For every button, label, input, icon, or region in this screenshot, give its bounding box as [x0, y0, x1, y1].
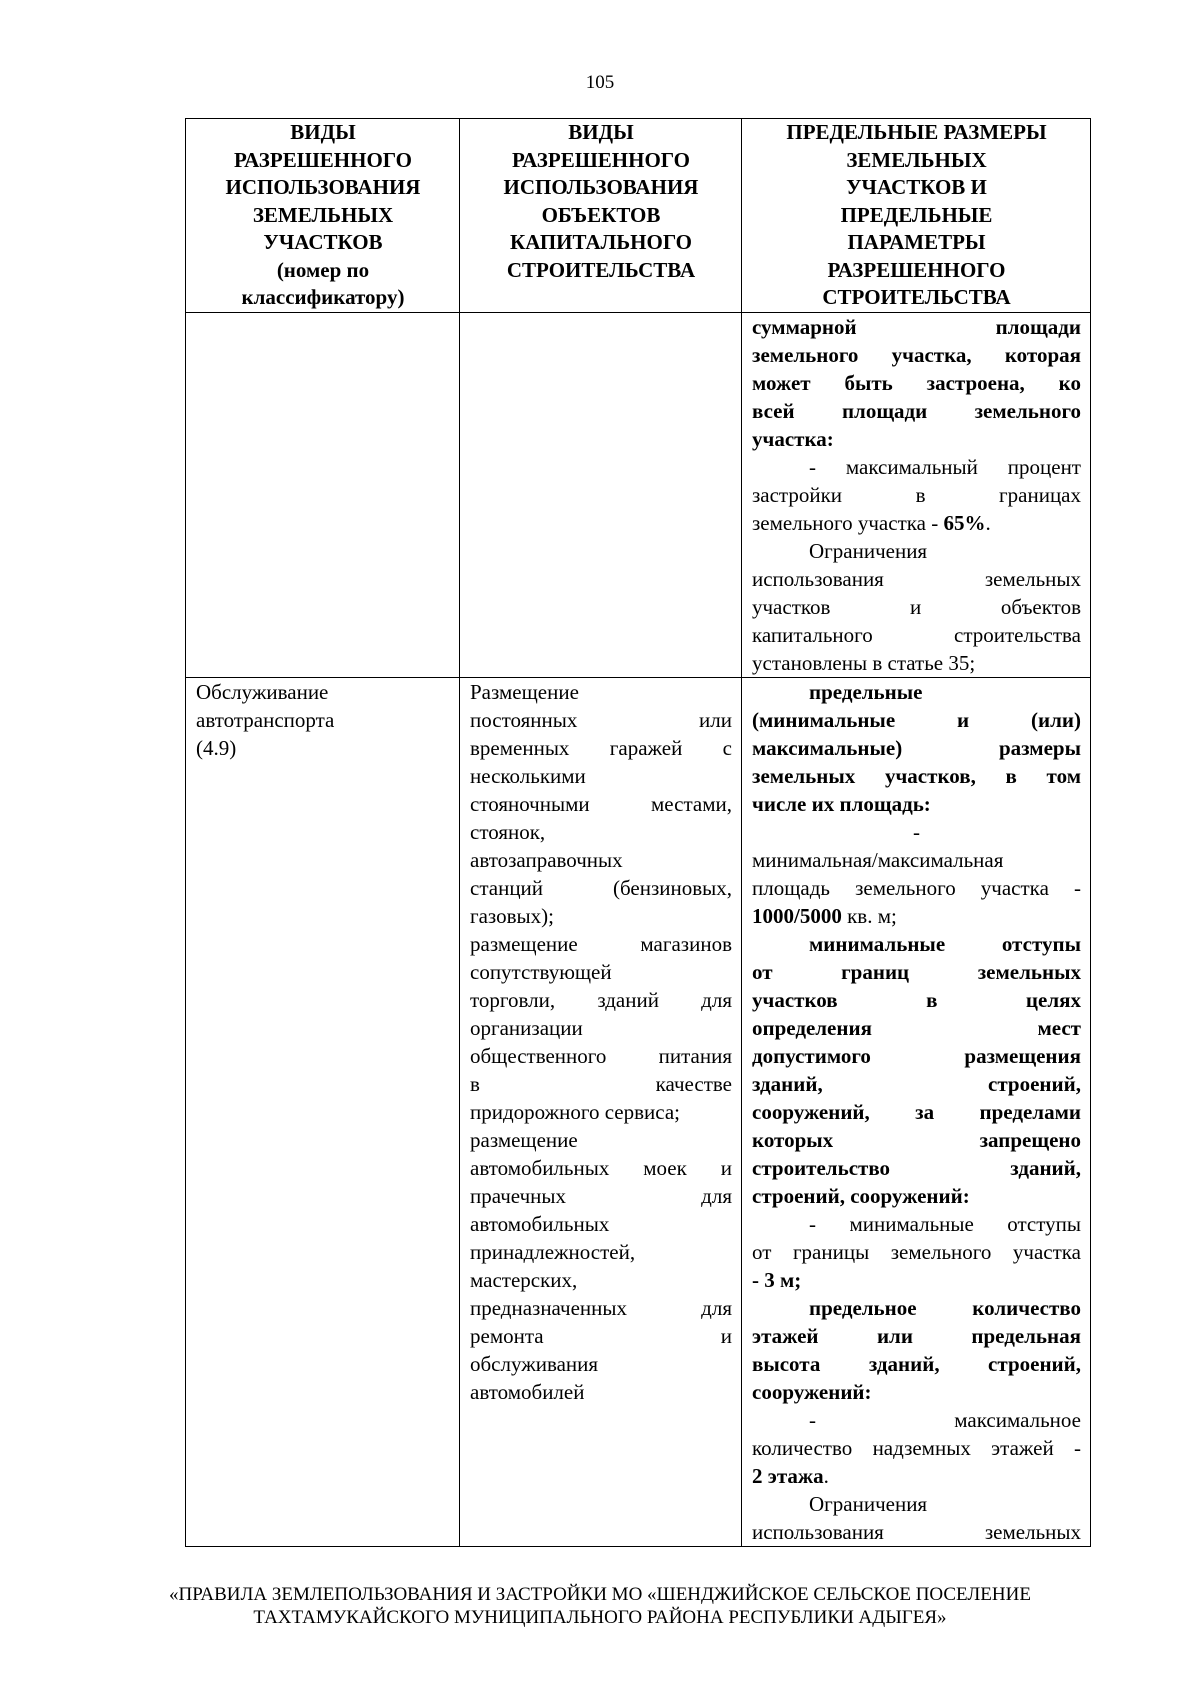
document-footer — [0, 1583, 1200, 1629]
max-coverage-text: - максимальный процент застройки в границах земельного участка - 65%. — [752, 454, 1081, 535]
header-line: РАЗРЕШЕННОГО — [512, 147, 690, 172]
text-line: числе их площадь: — [752, 791, 931, 816]
text-line: станций (бензиновых, — [470, 875, 732, 900]
header-line: СТРОИТЕЛЬСТВА — [822, 285, 1011, 309]
header-line: ПАРАМЕТРЫ — [847, 230, 986, 254]
header-line: ИСПОЛЬЗОВАНИЯ — [503, 175, 699, 199]
header-limit-parameters — [742, 119, 1091, 313]
text-line: минимальные отступы — [809, 931, 1081, 956]
floors-value: 2 этажа — [752, 1463, 824, 1488]
text-line: размещение — [470, 1127, 578, 1152]
text-line: сооружений: — [752, 1379, 872, 1404]
header-construction-use-types — [460, 119, 742, 313]
text-line: (4.9) — [196, 735, 237, 760]
text-line: торговли, зданий для — [470, 987, 732, 1012]
text-line: высота зданий, строений, — [752, 1351, 1081, 1376]
text-line: установлены в статье 35; — [752, 650, 976, 675]
header-line: РАЗРЕШЕННОГО — [234, 147, 412, 172]
text-line: сооружений, за пределами — [752, 1099, 1081, 1124]
header-line: ЗЕМЕЛЬНЫХ — [252, 202, 394, 227]
page-number: 105 — [585, 72, 615, 93]
header-line: ВИДЫ — [290, 120, 356, 144]
text-line: автомобилей — [470, 1379, 585, 1404]
area-text — [752, 846, 1081, 902]
text-line: этажей или предельная — [752, 1323, 1081, 1348]
text-line: участков и объектов — [752, 594, 1081, 619]
text-line: автозаправочных — [470, 847, 623, 872]
text-line: от границы земельного участка — [752, 1239, 1081, 1264]
text-line: определения мест — [752, 1015, 1081, 1040]
row2-construction-cell — [460, 677, 742, 1546]
footer-line-1: «ПРАВИЛА ЗЕМЛЕПОЛЬЗОВАНИЯ И ЗАСТРОЙКИ МО «ШЕНДЖИЙСКОЕ СЕЛЬСКОЕ ПОСЕЛЕНИЕ — [169, 1584, 1031, 1605]
text-line: участков в целях — [752, 987, 1081, 1012]
header-line: ВИДЫ — [568, 120, 634, 144]
text-line: несколькими — [470, 763, 586, 788]
setback-text — [752, 1210, 1081, 1266]
text-line: земельного участка, которая — [752, 342, 1081, 367]
text-line: ремонта и — [470, 1323, 732, 1348]
setback-value: - 3 м; — [752, 1267, 802, 1292]
text-line: сопутствующей — [470, 959, 612, 984]
setback-heading — [752, 930, 1081, 1210]
text-line: капитального строительства — [752, 622, 1081, 647]
text-line: допустимого размещения — [752, 1043, 1081, 1068]
row2-parameters-cell: предельные (минимальные и (или) максимальные) размеры земельных участков, в том числе их площадь: - минимальная/максимальная площадь земельного участка - 1000/5000 кв. м; минимальные отступы от границ земельных участков в целях определения мест допустимого размещения зданий, строений, сооружений, за пределами которых запрещено строительство зданий, строений, сооружений: - минимальные отступы от границы земельного участка - 3 м; предельное количество этажей или предельная высота зданий, строений, сооружений: - максимальное количество надземных этажей - 2 этажа. Ограничения использования земельных — [742, 677, 1091, 1546]
header-line: ПРЕДЕЛЬНЫЕ — [840, 202, 993, 227]
header-land-use-types — [186, 119, 460, 313]
text-line: строений, сооружений: — [752, 1183, 970, 1208]
text-line: всей площади земельного — [752, 398, 1081, 423]
text-line: может быть застроена, ко — [752, 370, 1081, 395]
text-line: предназначенных для — [470, 1295, 732, 1320]
footer-line-2: ТАХТАМУКАЙСКОГО МУНИЦИПАЛЬНОГО РАЙОНА РЕСПУБЛИКИ АДЫГЕЯ» — [253, 1607, 947, 1628]
text-line: временных гаражей с — [470, 735, 732, 760]
text-line: предельное количество — [809, 1295, 1081, 1320]
header-line: УЧАСТКОВ — [263, 230, 383, 254]
text-line: автомобильных — [470, 1211, 610, 1236]
text-line: предельные — [809, 679, 923, 704]
table-row — [186, 677, 1091, 1546]
text-line: строительство зданий, — [752, 1155, 1081, 1180]
coverage-heading — [752, 313, 1081, 453]
text-line: мастерских, — [470, 1267, 578, 1292]
text-line: минимальная/максимальная — [752, 847, 1004, 872]
text-line: прачечных для — [470, 1183, 732, 1208]
text-line: максимальные) размеры — [752, 735, 1081, 760]
text-line: земельных участков, в том — [752, 763, 1081, 788]
header-line: КАПИТАЛЬНОГО — [509, 230, 693, 254]
header-line: ПРЕДЕЛЬНЫЕ РАЗМЕРЫ — [786, 120, 1047, 144]
text-line: газовых); — [470, 903, 554, 928]
text-line: (минимальные и (или) — [752, 707, 1081, 732]
text-line: количество надземных этажей - — [752, 1435, 1081, 1460]
floors-heading — [752, 1294, 1081, 1406]
text-line: принадлежностей, — [470, 1239, 636, 1264]
text-line: - минимальные отступы — [809, 1211, 1081, 1236]
header-line: УЧАСТКОВ И — [846, 175, 987, 199]
table-header-row — [186, 119, 1091, 313]
text-line: суммарной площади — [752, 314, 1081, 339]
row1-land-use-cell — [186, 312, 460, 677]
text-line: стоянок, — [470, 819, 546, 844]
limits-heading — [752, 678, 1081, 818]
text-line: постоянных или — [470, 707, 732, 732]
text-line: Обслуживание — [196, 679, 329, 704]
text-line: Ограничения — [809, 1491, 928, 1516]
text-line: Размещение — [470, 679, 579, 704]
text-line: использования земельных — [752, 1519, 1081, 1544]
text-line: которых запрещено — [752, 1127, 1081, 1152]
text-line: автотранспорта — [196, 707, 335, 732]
text-line: участка: — [752, 426, 834, 451]
restrictions-text — [752, 537, 1081, 677]
text-line: площадь земельного участка - — [752, 875, 1081, 900]
text-line: обслуживания — [470, 1351, 599, 1376]
text-line: стояночными местами, — [470, 791, 732, 816]
header-line: ОБЪЕКТОВ — [541, 202, 661, 227]
text-line: автомобильных моек и — [470, 1155, 732, 1180]
row1-construction-cell — [460, 312, 742, 677]
header-line: классификатору) — [241, 285, 405, 309]
max-coverage-value: 65% — [943, 510, 986, 535]
header-line: ИСПОЛЬЗОВАНИЯ — [225, 175, 421, 199]
text-line: от границ земельных — [752, 959, 1081, 984]
text-line: - максимальное — [809, 1407, 1081, 1432]
area-value: 1000/5000 — [752, 903, 842, 928]
header-line: ЗЕМЕЛЬНЫХ — [846, 147, 987, 172]
row1-parameters-cell — [742, 312, 1091, 677]
text-line: организации — [470, 1015, 583, 1040]
table-row — [186, 312, 1091, 677]
regulations-table — [185, 118, 1091, 1547]
restrictions-text — [752, 1490, 1081, 1546]
text-line: Ограничения — [809, 538, 928, 563]
text-line: в качестве — [470, 1071, 732, 1096]
header-line: СТРОИТЕЛЬСТВА — [506, 257, 696, 282]
text-line: общественного питания — [470, 1043, 732, 1068]
text-line: зданий, строений, — [752, 1071, 1081, 1096]
floors-text — [752, 1406, 1081, 1462]
header-line: РАЗРЕШЕННОГО — [827, 257, 1006, 282]
text-line: использования земельных — [752, 566, 1081, 591]
header-line: (номер по — [276, 257, 370, 282]
text-line: размещение магазинов — [470, 931, 732, 956]
text-line: придорожного сервиса; — [470, 1099, 681, 1124]
row2-land-use-cell — [186, 677, 460, 1546]
